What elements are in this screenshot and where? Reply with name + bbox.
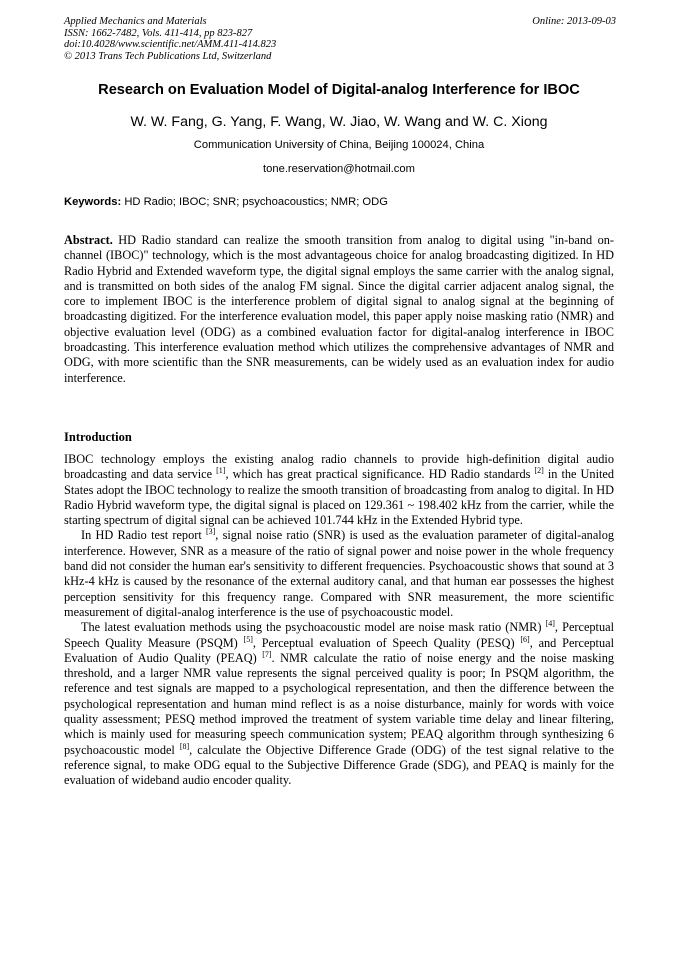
text-run: The latest evaluation methods using the psychoacoustic model are noise mask ratio (NMR) (81, 620, 546, 635)
doi-line: doi:10.4028/www.scientific.net/AMM.411-414.823 (64, 39, 277, 50)
intro-paragraph-2 (64, 528, 614, 620)
citation-ref: [5] (243, 634, 253, 644)
issn-line: ISSN: 1662-7482, Vols. 411-414, pp 823-827 (64, 27, 253, 39)
citation-ref: [4] (545, 619, 555, 629)
keywords-label: Keywords: (64, 196, 122, 208)
text-run: In HD Radio test report (81, 528, 206, 543)
text-run: IBOC technology employs the existing analog radio channels to provide high-definition digital audio broadcasting and data service (64, 452, 614, 482)
citation-ref: [6] (520, 634, 530, 644)
paper-title: Research on Evaluation Model of Digital-analog Interference for IBOC (98, 82, 580, 98)
text-run: , Perceptual evaluation of Speech Quality (PESQ) (252, 635, 521, 650)
abstract-label: Abstract. (64, 233, 113, 247)
text-run: , signal noise ratio (SNR) is used as the evaluation parameter of digital-analog interference. However, SNR as a measure of the ratio of signal power and noise power in the whole frequency band did not consider the human ear's sensitivity to different frequencies. Psychoacoustic shows that sound at 3 kHz-4 kHz is caused by the resonance of the external auditory canal, and that human ear possesses the highest perception sensitivity for this frequency range. Compared with SNR measurement, the more scientific measurement of digital-analog interference is the use of psychoacoustic model. (64, 528, 615, 619)
text-run: in the United States adopt the IBOC technology to realize the smooth transition of broadcasting from analog to digital. In HD Radio Hybrid waveform type, the digital signal is placed on 129.361 ~ 198.402 kHz from the carrier, while the starting spectrum of digital signal can be achieved 101.744 kHz in the Extended Hybrid type. (64, 467, 615, 528)
abstract-text: HD Radio standard can realize the smooth transition from analog to digital using "in-band on-channel (IBOC)" technology, which is the most advantageous choice for analog broadcasting digitized. In HD Radio Hybrid and Extended waveform type, the digital signal employs the same carrier with the analog signal, and is transmitted on both sides of the analog FM signal. Since the digital carrier adjacent analog signal, the core to implement IBOC is the interference problem of digital signal to analog signal at the beginning of broadcasting digitized. For the interference evaluation model, this paper apply noise masking ratio (NMR) and objective evaluation level (ODG) as a combined evaluation factor for digital-analog interference in IBOC broadcasting. This interference evaluation method which utilizes the comprehensive advantages of NMR and ODG, with more scientific than the SNR measurements, can be widely used as an evaluation index for audio interference. (64, 233, 614, 385)
section-heading-introduction: Introduction (64, 430, 132, 444)
affiliation: Communication University of China, Beijing 100024, China (193, 139, 485, 151)
introduction-body (64, 452, 614, 789)
journal-name: Applied Mechanics and Materials (64, 16, 207, 27)
keywords (64, 196, 614, 208)
contact-email: tone.reservation@hotmail.com (263, 163, 415, 175)
abstract (64, 233, 614, 386)
text-run: , and Perceptual Evaluation of Audio Quality (PEAQ) (64, 635, 614, 665)
journal-header (64, 16, 616, 62)
author-list: W. W. Fang, G. Yang, F. Wang, W. Jiao, W. Wang and W. C. Xiong (130, 114, 548, 130)
citation-ref: [8] (179, 741, 190, 751)
citation-ref: [7] (262, 649, 272, 659)
citation-ref: [2] (534, 466, 544, 476)
intro-paragraph-1 (64, 452, 614, 528)
citation-ref: [1] (216, 466, 226, 476)
copyright-line: © 2013 Trans Tech Publications Ltd, Switzerland (64, 50, 272, 62)
text-run: , calculate the Objective Difference Grade (ODG) of the test signal relative to the reference signal, to make ODG equal to the Subjective Difference Grade (SDG), and PEAQ is mainly for the evaluation of wideband audio encoder quality. (64, 742, 614, 788)
online-date: Online: 2013-09-03 (532, 16, 616, 27)
text-run: , which has great practical significance. HD Radio standards (225, 467, 535, 482)
text-run: , Perceptual Speech Quality Measure (PSQM) (64, 620, 615, 650)
intro-paragraph-3 (64, 620, 614, 788)
keywords-text: HD Radio; IBOC; SNR; psychoacoustics; NMR; ODG (124, 196, 388, 208)
citation-ref: [3] (205, 527, 216, 537)
text-run: . NMR calculate the ratio of noise energy and the noise masking threshold, and a larger NMR value represents the signal perceived quality is poor; In PSQM algorithm, the reference and test signals are mapped to a psychological representation, and then the difference between the psychological representation and human mind reflect is as a noise disturbance, mainly for words with voice quality assessment; PESQ method improved the treatment of system variable time delay and linear filtering, which is mainly used for measuring speech communication system; PEAQ algorithm through synthesizing 6 psychoacoustic model (64, 650, 614, 757)
